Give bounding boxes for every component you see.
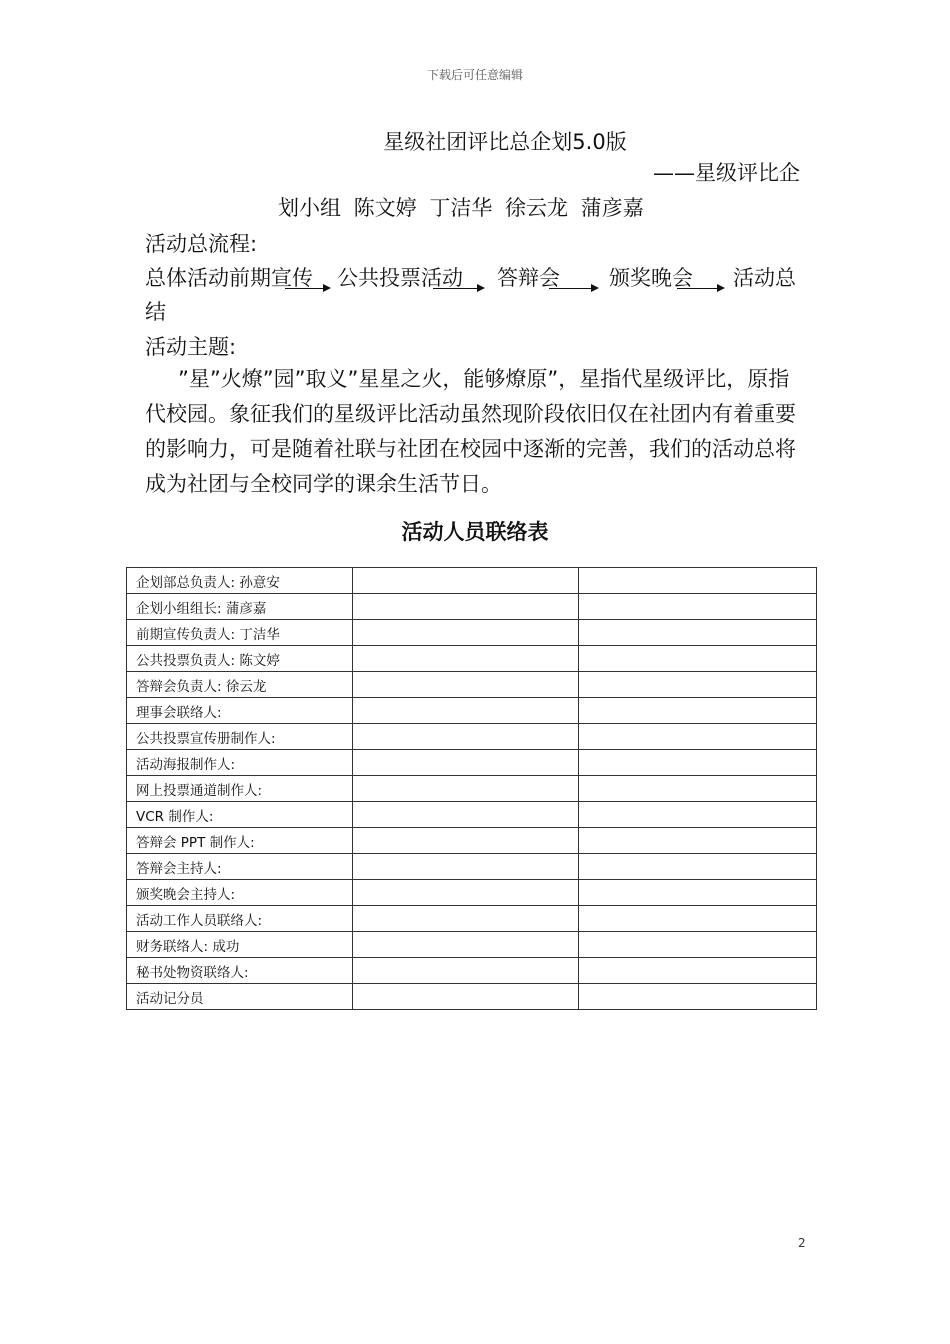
contact-cell [353,698,579,724]
flow-step-1: 总体活动前期宣传 [145,266,313,290]
contact-cell [579,594,817,620]
contact-cell [353,594,579,620]
contact-cell [353,854,579,880]
table-row [127,620,817,646]
role-cell: 活动记分员 [127,984,353,1010]
contact-cell [353,568,579,594]
contact-cell [579,828,817,854]
contact-cell [579,568,817,594]
contact-cell [579,724,817,750]
table-row [127,750,817,776]
contact-cell [353,672,579,698]
table-row [127,776,817,802]
role-cell: VCR 制作人: [127,802,353,828]
flow-arrow-4 [677,288,723,289]
role-cell: 秘书处物资联络人: [127,958,353,984]
role-cell: 答辩会主持人: [127,854,353,880]
flow-diagram [145,262,815,294]
contact-cell [579,906,817,932]
table-row [127,854,817,880]
page-number: 2 [798,1236,806,1250]
contact-cell [579,802,817,828]
contact-cell [353,880,579,906]
contact-cell [353,828,579,854]
contact-cell [579,932,817,958]
role-cell: 理事会联络人: [127,698,353,724]
contact-cell [353,906,579,932]
table-row [127,594,817,620]
theme-heading: 活动主题: [145,335,237,359]
role-cell: 财务联络人: 成功 [127,932,353,958]
table-row [127,984,817,1010]
contact-table [126,567,817,1010]
contact-cell [353,802,579,828]
table-row [127,906,817,932]
table-row [127,724,817,750]
header-note: 下载后可任意编辑 [426,68,523,82]
table-row [127,698,817,724]
contact-cell [579,880,817,906]
table-row [127,802,817,828]
contact-cell [579,776,817,802]
role-cell: 企划小组组长: 蒲彦嘉 [127,594,353,620]
role-cell: 答辩会负责人: 徐云龙 [127,672,353,698]
contact-cell [353,646,579,672]
flow-arrow-2 [433,288,483,289]
contact-cell [353,776,579,802]
flow-step-5: 活动总 [733,266,796,290]
contact-cell [353,750,579,776]
role-cell: 前期宣传负责人: 丁洁华 [127,620,353,646]
role-cell: 公共投票负责人: 陈文婷 [127,646,353,672]
flow-step-3: 答辩会 [497,266,560,290]
role-cell: 企划部总负责人: 孙意安 [127,568,353,594]
contact-cell [353,724,579,750]
contact-cell [579,854,817,880]
contact-cell [353,932,579,958]
contact-cell [353,958,579,984]
role-cell: 颁奖晚会主持人: [127,880,353,906]
table-row [127,932,817,958]
flow-step-4: 颁奖晚会 [609,266,693,290]
contact-cell [579,620,817,646]
role-cell: 活动工作人员联络人: [127,906,353,932]
contact-cell [579,984,817,1010]
table-row [127,646,817,672]
role-cell: 答辩会 PPT 制作人: [127,828,353,854]
contact-cell [579,672,817,698]
table-row [127,672,817,698]
flow-arrow-3 [549,288,597,289]
contact-cell [353,984,579,1010]
contact-cell [579,958,817,984]
role-cell: 公共投票宣传册制作人: [127,724,353,750]
contact-table-title: 活动人员联络表 [401,520,549,544]
byline-line-2: 划小组 陈文婷 丁洁华 徐云龙 蒲彦嘉 [278,196,644,220]
document-title: 星级社团评比总企划5.0版 [383,130,627,154]
contact-cell [353,620,579,646]
flow-wrap-text: 结 [145,300,166,324]
table-row [127,828,817,854]
flow-arrow-1 [285,288,329,289]
contact-cell [579,750,817,776]
table-row [127,568,817,594]
byline-line-1: ——星级评比企 [653,161,800,185]
table-row [127,880,817,906]
theme-paragraph: ”星”火燎”园”取义”星星之火，能够燎原”，星指代星级评比，原指代校园。象征我们的星级评比活动虽然现阶段依旧仅在社团内有着重要的影响力，可是随着社联与社团在校园中逐渐的完善，我们的活动总将成为社团与全校同学的课余生活节日。 [145,367,796,496]
table-row [127,958,817,984]
flow-heading: 活动总流程: [145,232,258,256]
role-cell: 网上投票通道制作人: [127,776,353,802]
contact-cell [579,646,817,672]
contact-cell [579,698,817,724]
role-cell: 活动海报制作人: [127,750,353,776]
flow-step-2: 公共投票活动 [337,266,463,290]
